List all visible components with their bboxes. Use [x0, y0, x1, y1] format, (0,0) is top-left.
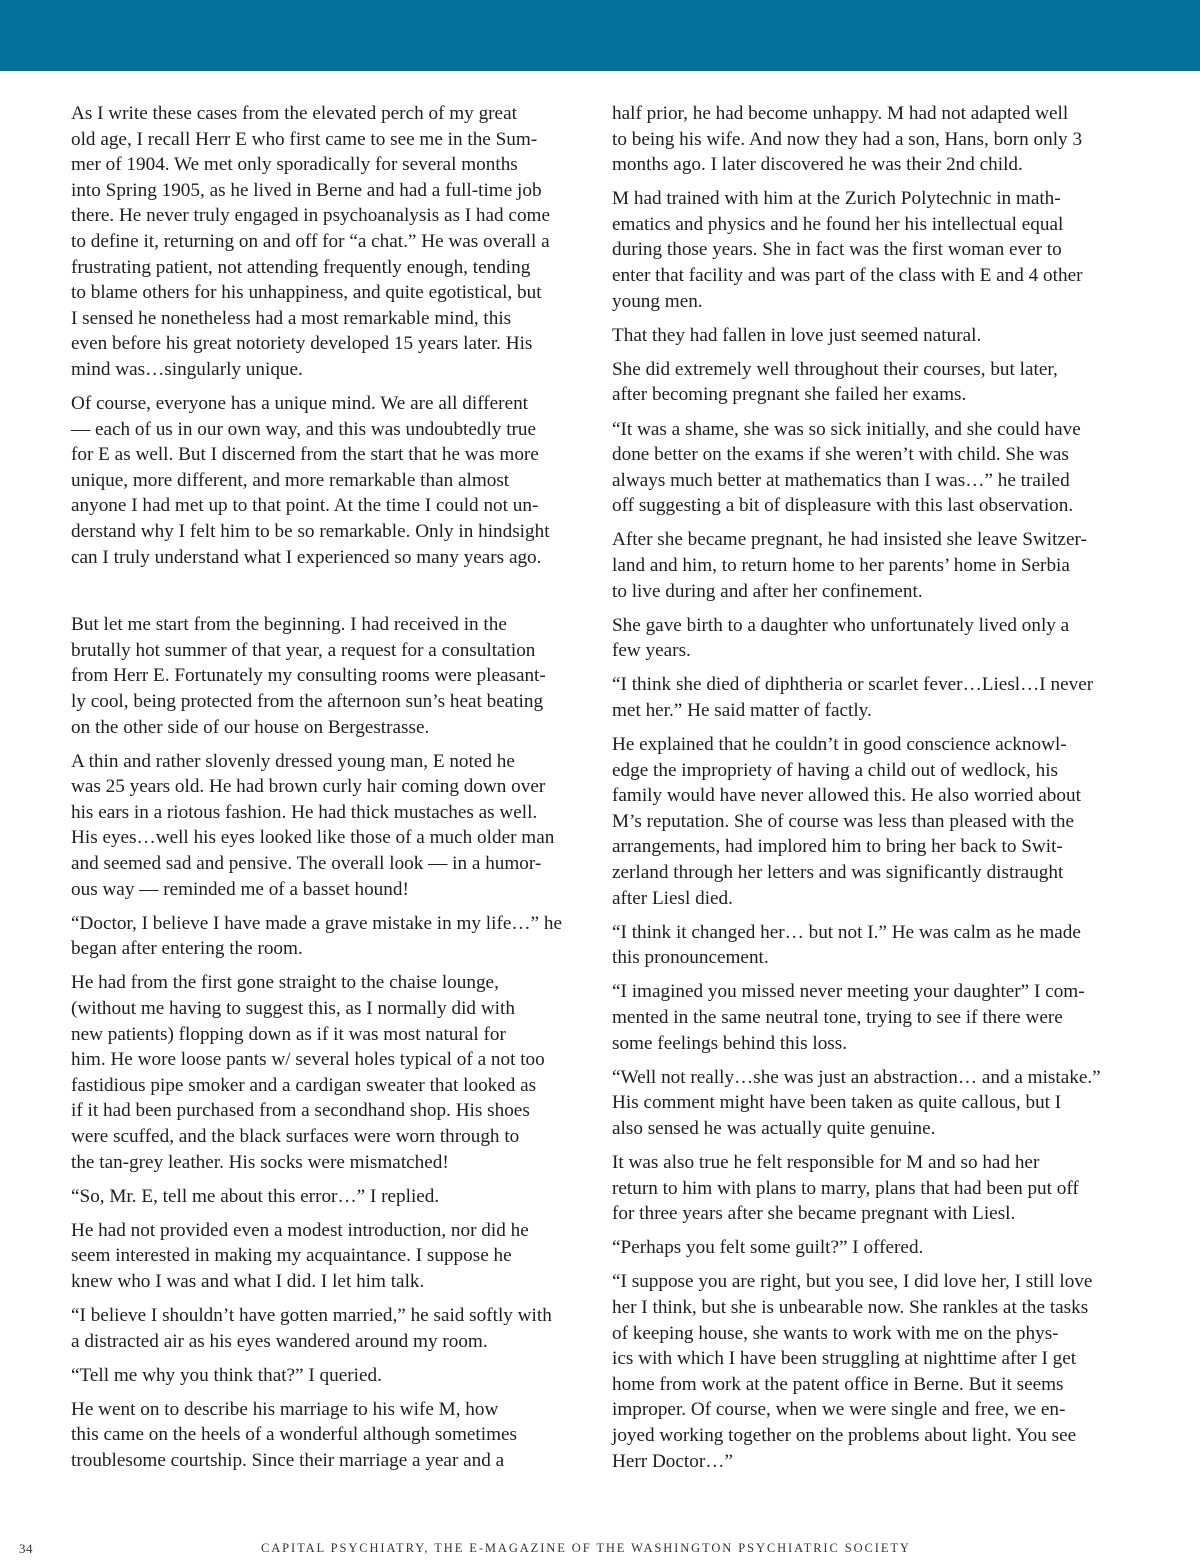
text-line: “I suppose you are right, but you see, I did love her, I still love — [612, 1271, 1093, 1293]
text-line: joyed working together on the problems about light. You see — [612, 1424, 1077, 1446]
text-line: family would have never allowed this. He also worried about — [612, 785, 1081, 807]
text-line: That they had fallen in love just seemed natural. — [612, 324, 982, 346]
text-line: “I imagined you missed never meeting your daughter” I com- — [612, 981, 1085, 1003]
text-line: “I think she died of diphtheria or scarlet fever…Liesl…I never — [612, 674, 1094, 696]
text-line: and seemed sad and pensive. The overall look — in a humor- — [71, 853, 542, 875]
text-line: off suggesting a bit of displeasure with this last observation. — [612, 495, 1074, 517]
paragraph — [612, 979, 1132, 1056]
page-footer — [0, 1541, 1200, 1561]
text-line: from Herr E. Fortunately my consulting rooms were pleasant- — [71, 665, 546, 687]
text-line: half prior, he had become unhappy. M had not adapted well — [612, 103, 1069, 124]
text-line: “I believe I shouldn’t have gotten married,” he said softly with — [71, 1305, 552, 1327]
text-line: “It was a shame, she was so sick initially, and she could have — [612, 418, 1081, 440]
text-line: even before his great notoriety developed 15 years later. His — [71, 333, 533, 355]
text-line: began after entering the room. — [71, 938, 303, 960]
text-line: home from work at the patent office in Berne. But it seems — [612, 1373, 1064, 1395]
text-line: “So, Mr. E, tell me about this error…” I replied. — [71, 1185, 440, 1207]
text-line: after Liesl died. — [612, 887, 733, 909]
text-line: “Well not really…she was just an abstraction… and a mistake.” — [612, 1066, 1101, 1088]
text-line: new patients) flopping down as if it was most natural for — [71, 1023, 506, 1045]
text-line: if it had been purchased from a secondhand shop. His shoes — [71, 1100, 530, 1122]
paragraph — [612, 357, 1132, 408]
text-line: But let me start from the beginning. I had received in the — [71, 614, 507, 636]
text-line: knew who I was and what I did. I let him talk. — [71, 1270, 425, 1292]
page-number: 34 — [19, 1541, 33, 1556]
left-column — [71, 101, 591, 1482]
text-line: mented in the same neutral tone, trying to see if there were — [612, 1007, 1063, 1028]
text-line: “Tell me why you think that?” I queried. — [71, 1364, 382, 1386]
text-line: this pronouncement. — [612, 947, 769, 969]
text-line: M’s reputation. She of course was less than pleased with the — [612, 810, 1074, 832]
text-line: to being his wife. And now they had a son, Hans, born only 3 — [612, 128, 1083, 150]
paragraph — [612, 417, 1132, 519]
text-line: ematics and physics and he found her his intellectual equal — [612, 213, 1064, 235]
text-line: He explained that he couldn’t in good conscience acknowl- — [612, 734, 1067, 756]
text-line: his ears in a riotous fashion. He had thick mustaches as well. — [71, 801, 538, 823]
text-line: zerland through her letters and was significantly distraught — [612, 862, 1064, 884]
text-line: ics with which I have been struggling at nighttime after I get — [612, 1348, 1077, 1370]
text-line: improper. Of course, when we were single and free, we en- — [612, 1399, 1066, 1421]
text-line: during those years. She in fact was the first woman ever to — [612, 239, 1062, 261]
paragraph — [71, 1303, 591, 1354]
paragraph — [612, 613, 1132, 664]
text-line: for three years after she became pregnant with Liesl. — [612, 1203, 1016, 1225]
text-line: unique, more different, and more remarkable than almost — [71, 469, 510, 491]
paragraph — [612, 1065, 1132, 1142]
right-column — [612, 101, 1132, 1483]
paragraph — [71, 749, 591, 903]
text-line: “I think it changed her… but not I.” He was calm as he made — [612, 921, 1081, 943]
text-line: this came on the heels of a wonderful although sometimes — [71, 1424, 517, 1446]
text-line: done better on the exams if she weren’t with child. She was — [612, 444, 1069, 466]
text-line: mer of 1904. We met only sporadically for several months — [71, 154, 518, 176]
text-line: old age, I recall Herr E who first came to see me in the Sum- — [71, 128, 538, 150]
paragraph — [71, 391, 591, 570]
text-line: His comment might have been taken as quite callous, but I — [612, 1092, 1062, 1114]
paragraph — [612, 1235, 1132, 1261]
text-line: frustrating patient, not attending frequently enough, tending — [71, 256, 531, 278]
text-line: seem interested in making my acquaintance. I suppose he — [71, 1245, 512, 1267]
text-line: months ago. I later discovered he was their 2nd child. — [612, 154, 1023, 176]
text-line: (without me having to suggest this, as I normally did with — [71, 998, 515, 1019]
paragraph — [71, 1184, 591, 1210]
text-line: Herr Doctor…” — [612, 1450, 733, 1472]
text-line: young men. — [612, 290, 703, 312]
text-line: return to him with plans to marry, plans that had been put off — [612, 1177, 1079, 1199]
text-line: His eyes…well his eyes looked like those of a much older man — [71, 827, 555, 849]
paragraph — [612, 672, 1132, 723]
text-line: It was also true he felt responsible for M and so had her — [612, 1151, 1040, 1173]
text-line: enter that facility and was part of the class with E and 4 other — [612, 265, 1083, 287]
paragraph — [71, 1363, 591, 1389]
text-line: into Spring 1905, as he lived in Berne and had a full-time job — [71, 179, 542, 201]
text-line: A thin and rather slovenly dressed young man, E noted he — [71, 750, 515, 772]
text-line: a distracted air as his eyes wandered around my room. — [71, 1330, 488, 1352]
text-line: He went on to describe his marriage to his wife M, how — [71, 1398, 499, 1420]
text-line: were scuffed, and the black surfaces were worn through to — [71, 1125, 520, 1147]
paragraph — [71, 612, 591, 740]
text-line: fastidious pipe smoker and a cardigan sweater that looked as — [71, 1074, 537, 1096]
text-line: the tan-grey leather. His socks were mismatched! — [71, 1151, 449, 1173]
paragraph — [612, 1150, 1132, 1227]
text-line: As I write these cases from the elevated perch of my great — [71, 103, 517, 124]
text-line: met her.” He said matter of factly. — [612, 699, 872, 721]
text-line: arrangements, had implored him to bring her back to Swit- — [612, 836, 1063, 858]
paragraph — [71, 1397, 591, 1474]
text-line: to blame others for his unhappiness, and quite egotistical, but — [71, 282, 542, 304]
text-line: was 25 years old. He had brown curly hair coming down over — [71, 776, 546, 798]
text-line: ous way — reminded me of a basset hound! — [71, 878, 409, 900]
text-line: He had not provided even a modest introduction, nor did he — [71, 1219, 529, 1241]
text-line: — each of us in our own way, and this was undoubtedly true — [71, 418, 537, 440]
paragraph — [612, 732, 1132, 911]
paragraph — [612, 101, 1132, 178]
paragraph — [612, 323, 1132, 349]
text-line: Of course, everyone has a unique mind. We are all different — [71, 393, 529, 415]
text-line: “Doctor, I believe I have made a grave mistake in my life…” he — [71, 912, 562, 934]
text-line: her I think, but she is unbearable now. She rankles at the tasks — [612, 1296, 1089, 1318]
text-line: some feelings behind this loss. — [612, 1032, 848, 1054]
text-line: edge the impropriety of having a child out of wedlock, his — [612, 759, 1058, 781]
paragraph — [612, 186, 1132, 314]
text-line: derstand why I felt him to be so remarkable. Only in hindsight — [71, 521, 550, 542]
header-accent-bar — [0, 0, 1200, 71]
paragraph — [71, 1218, 591, 1295]
text-line: I sensed he nonetheless had a most remarkable mind, this — [71, 307, 512, 329]
text-line: She did extremely well throughout their courses, but later, — [612, 358, 1058, 380]
paragraph — [71, 101, 591, 383]
paragraph — [612, 1269, 1132, 1474]
text-line: brutally hot summer of that year, a request for a consultation — [71, 639, 536, 661]
text-line: mind was…singularly unique. — [71, 358, 303, 380]
text-line: also sensed he was actually quite genuine. — [612, 1117, 936, 1139]
magazine-title: CAPITAL PSYCHIATRY, THE E-MAGAZINE OF THE WASHINGTON PSYCHIATRIC SOCIETY — [261, 1541, 911, 1555]
text-line: of keeping house, she wants to work with me on the phys- — [612, 1322, 1059, 1344]
text-line: anyone I had met up to that point. At the time I could not un- — [71, 495, 539, 517]
text-line: always much better at mathematics than I was…” he trailed — [612, 469, 1070, 491]
text-line: M had trained with him at the Zurich Polytechnic in math- — [612, 188, 1061, 210]
text-line: ly cool, being protected from the afternoon sun’s heat beating — [71, 690, 544, 712]
paragraph — [71, 911, 591, 962]
text-line: him. He wore loose pants w/ several holes typical of a not too — [71, 1049, 545, 1071]
text-line: She gave birth to a daughter who unfortunately lived only a — [612, 614, 1070, 636]
text-line: land and him, to return home to her parents’ home in Serbia — [612, 555, 1070, 576]
paragraph — [612, 920, 1132, 971]
text-line: for E as well. But I discerned from the start that he was more — [71, 444, 539, 466]
text-line: to live during and after her confinement. — [612, 580, 923, 602]
text-line: After she became pregnant, he had insisted she leave Switzer- — [612, 529, 1087, 551]
text-line: “Perhaps you felt some guilt?” I offered. — [612, 1237, 924, 1259]
text-line: can I truly understand what I experienced so many years ago. — [71, 546, 542, 568]
text-line: few years. — [612, 640, 691, 662]
paragraph — [71, 970, 591, 1175]
text-line: troublesome courtship. Since their marriage a year and a — [71, 1450, 505, 1471]
text-line: on the other side of our house on Bergestrasse. — [71, 716, 430, 738]
text-line: to define it, returning on and off for “a chat.” He was overall a — [71, 230, 550, 252]
text-line: there. He never truly engaged in psychoanalysis as I had come — [71, 205, 550, 227]
text-line: He had from the first gone straight to the chaise lounge, — [71, 972, 499, 994]
paragraph — [612, 527, 1132, 604]
text-line: after becoming pregnant she failed her exams. — [612, 384, 967, 406]
